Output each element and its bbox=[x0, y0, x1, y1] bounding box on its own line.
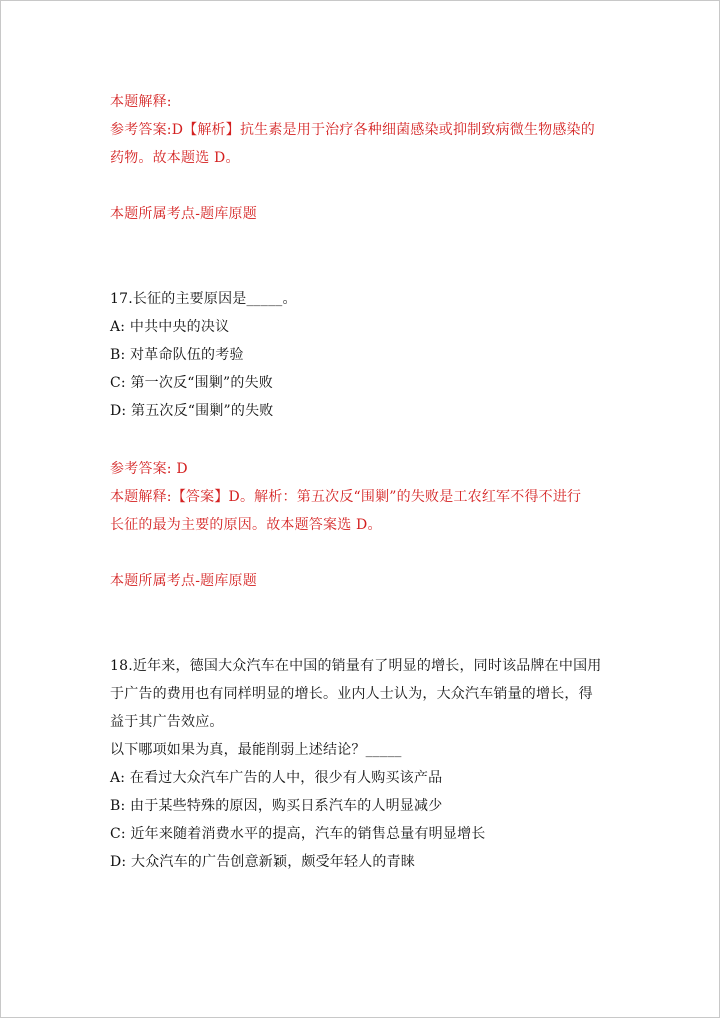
q18-option-a: A: 在看过大众汽车广告的人中，很少有人购买该产品 bbox=[110, 770, 443, 786]
q18-option-b: B: 由于某些特殊的原因，购买日系汽车的人明显减少 bbox=[110, 798, 443, 814]
q18-prompt: 以下哪项如果为真，最能削弱上述结论？_____ bbox=[110, 742, 402, 758]
q16-answer-line-2: 药物。故本题选 D。 bbox=[110, 150, 240, 166]
q16-explanation-label: 本题解释: bbox=[110, 94, 172, 110]
q17-option-a: A: 中共中央的决议 bbox=[110, 319, 230, 335]
q18-stem-line-2: 于广告的费用也有同样明显的增长。业内人士认为，大众汽车销量的增长，得 bbox=[110, 686, 593, 702]
q17-answer: 参考答案: D bbox=[110, 461, 188, 477]
q16-topic: 本题所属考点-题库原题 bbox=[110, 206, 257, 222]
q17-option-d: D: 第五次反“围剿”的失败 bbox=[110, 403, 274, 419]
q18-stem-line-3: 益于其广告效应。 bbox=[110, 714, 224, 730]
q17-explanation-line-2: 长征的最为主要的原因。故本题答案选 D。 bbox=[110, 517, 382, 533]
q17-stem: 17.长征的主要原因是_____。 bbox=[110, 291, 297, 307]
q17-option-c: C: 第一次反“围剿”的失败 bbox=[110, 375, 273, 391]
q18-option-c: C: 近年来随着消费水平的提高，汽车的销售总量有明显增长 bbox=[110, 826, 486, 842]
q17-topic: 本题所属考点-题库原题 bbox=[110, 573, 257, 589]
q17-explanation-line-1: 本题解释:【答案】D。解析：第五次反“围剿”的失败是工农红军不得不进行 bbox=[110, 489, 582, 505]
q16-answer-line-1: 参考答案:D【解析】抗生素是用于治疗各种细菌感染或抑制致病微生物感染的 bbox=[110, 122, 595, 138]
q17-option-b: B: 对革命队伍的考验 bbox=[110, 347, 244, 363]
q18-option-d: D: 大众汽车的广告创意新颖，颇受年轻人的青睐 bbox=[110, 854, 415, 870]
q18-stem-line-1: 18.近年来，德国大众汽车在中国的销量有了明显的增长，同时该品牌在中国用 bbox=[110, 658, 602, 674]
